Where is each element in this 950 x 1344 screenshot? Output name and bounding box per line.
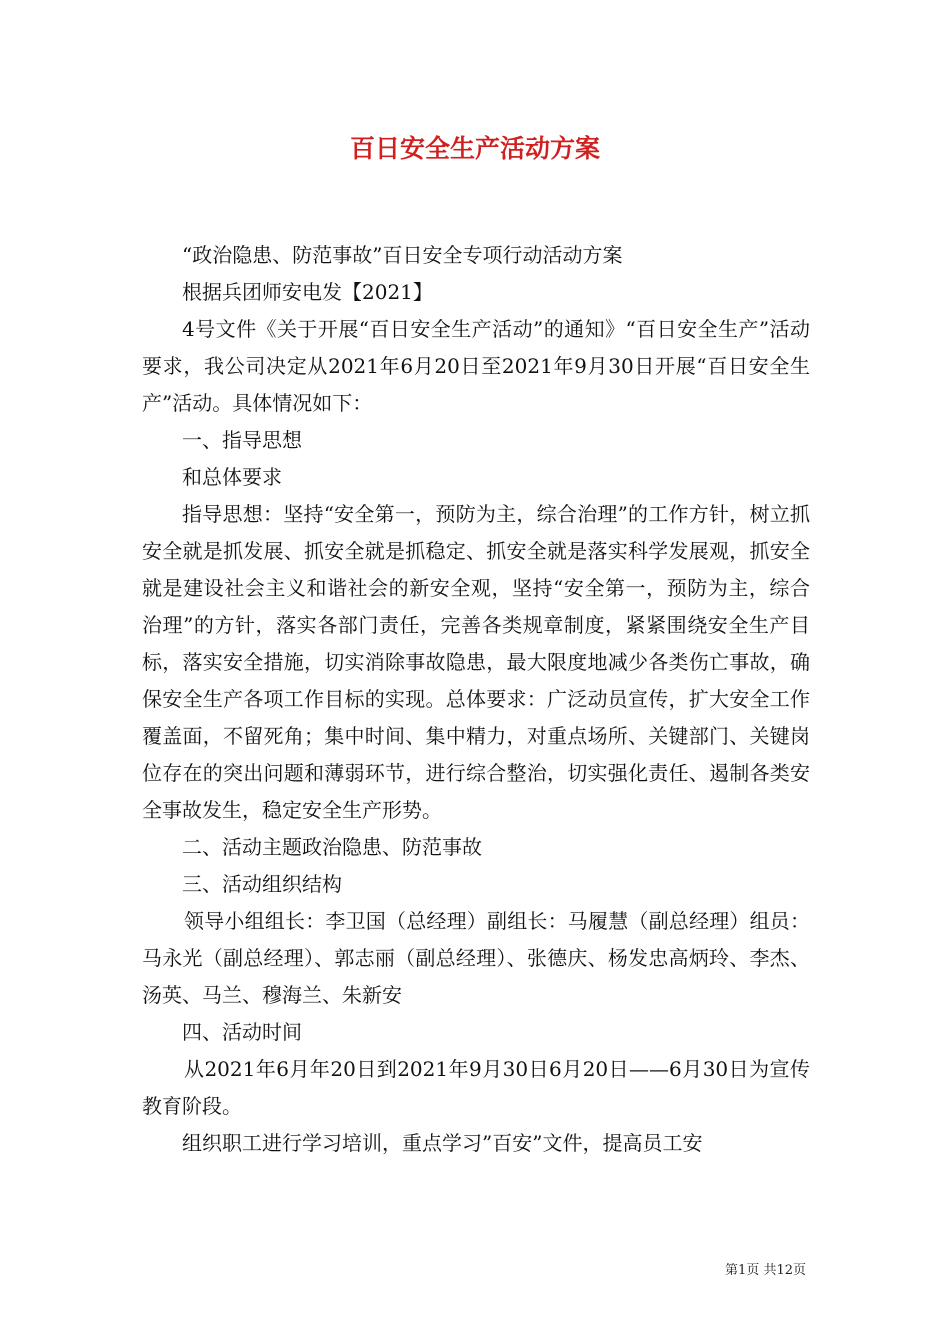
- section-heading-3: 三、活动组织结构: [182, 872, 342, 896]
- section-heading-1: 一、指导思想: [182, 428, 302, 452]
- paragraph-training: 组织职工进行学习培训，重点学习”百安”文件，提高员工安: [182, 1131, 703, 1155]
- page-number: 第1页 共12页: [725, 1263, 806, 1278]
- paragraph-subtitle: “政治隐患、防范事故”百日安全专项行动活动方案: [182, 243, 623, 267]
- document-title: 百日安全生产活动方案: [349, 134, 600, 163]
- paragraph-organization: 领导小组组长：李卫国（总经理）副组长：马履慧（副总经理）组员：马永光（副总经理）、郭志丽（副总经理）、张德庆、杨发忠高炳玲、李杰、汤英、马兰、穆海兰、朱新安: [142, 909, 810, 1007]
- paragraph-guiding-thought: 指导思想：坚持“安全第一，预防为主，综合治理”的工作方针，树立抓安全就是抓发展、抓安全就是抓稳定、抓安全就是落实科学发展观，抓安全就是建设社会主义和谐社会的新安全观，坚持“安全第一，预防为主，综合治理”的方针，落实各部门责任，完善各类规章制度，紧紧围绕安全生产目标，落实安全措施，切实消除事故隐患，最大限度地减少各类伤亡事故，确保安全生产各项工作目标的实现。总体要求：广泛动员宣传，扩大安全工作覆盖面，不留死角；集中时间、集中精力，对重点场所、关键部门、关键岗位存在的突出问题和薄弱环节，进行综合整治，切实强化责任、遏制各类安全事故发生，稳定安全生产形势。: [142, 502, 810, 822]
- section-heading-2: 二、活动主题政治隐患、防范事故: [182, 835, 482, 859]
- section-heading-1-cont: 和总体要求: [182, 465, 282, 489]
- paragraph-time: 从2021年6月年20日到2021年9月30日6月20日——6月30日为宣传教育阶段。: [142, 1057, 810, 1118]
- paragraph-basis: 根据兵团师安电发【2021】: [182, 280, 433, 304]
- paragraph-notice: 4号文件《关于开展“百日安全生产活动”的通知》“百日安全生产”活动要求，我公司决定从2021年6月20日至2021年9月30日开展“百日安全生产”活动。具体情况如下：: [142, 317, 810, 415]
- section-heading-4: 四、活动时间: [182, 1020, 302, 1044]
- document-body: [142, 237, 810, 1162]
